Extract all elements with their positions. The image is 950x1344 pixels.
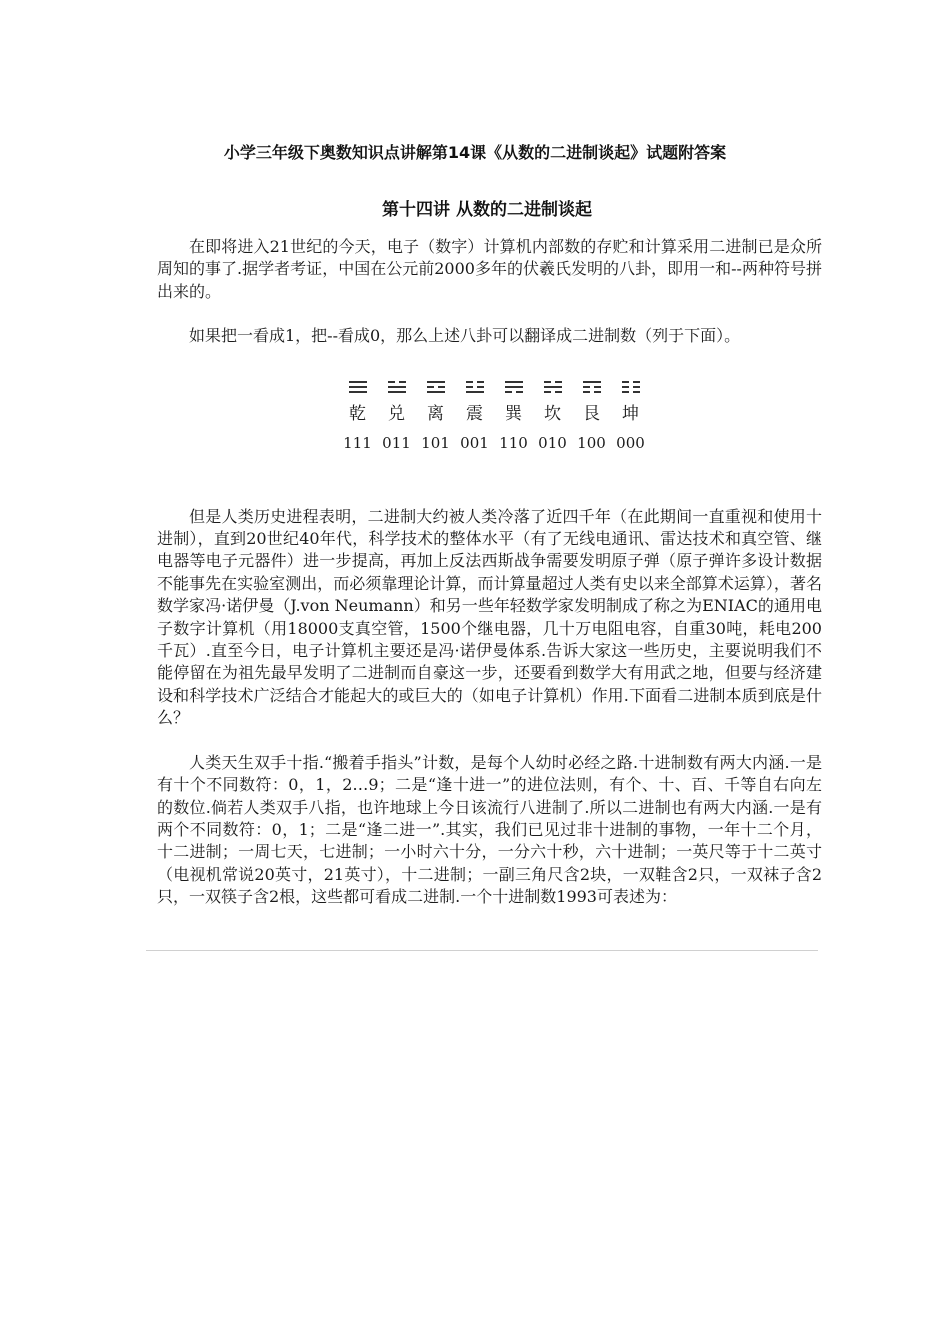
trigram-binary: 101	[421, 434, 450, 453]
trigram-symbol-icon	[583, 378, 601, 396]
trigram-name: 兑	[388, 404, 405, 425]
yin-line	[622, 391, 640, 393]
paragraph-translation: 如果把一看成1，把--看成0，那么上述八卦可以翻译成二进制数（列于下面）。	[189, 326, 741, 346]
trigram-binary: 110	[499, 434, 528, 453]
yin-line	[466, 381, 484, 383]
trigram-name: 离	[427, 404, 444, 425]
trigram-name: 坎	[544, 404, 561, 425]
yin-line	[583, 391, 601, 393]
trigram-symbol-icon	[388, 378, 406, 396]
trigram-name-row	[338, 402, 650, 428]
yin-line	[622, 386, 640, 388]
yin-line	[544, 381, 562, 383]
yang-line	[349, 386, 367, 388]
paragraph-intro: 在即将进入21世纪的今天，电子（数字）计算机内部数的存贮和计算采用二进制已是众所周知的事了.据学者考证，中国在公元前2000多年的伏羲氏发明的八卦，即用一和--两种符号拼出来的。	[157, 237, 822, 301]
trigram-symbol-icon	[466, 378, 484, 396]
trigram-name: 艮	[583, 404, 600, 425]
trigram-symbol-icon	[622, 378, 640, 396]
yang-line	[466, 391, 484, 393]
document-title: 小学三年级下奥数知识点讲解第14课《从数的二进制谈起》试题附答案	[223, 143, 727, 162]
yang-line	[583, 381, 601, 383]
trigram-symbol-row	[338, 372, 650, 402]
yin-line	[622, 381, 640, 383]
bottom-divider	[146, 950, 818, 951]
trigram-binary: 011	[382, 434, 411, 453]
yang-line	[388, 386, 406, 388]
yin-line	[544, 391, 562, 393]
trigram-binary-row	[338, 428, 650, 460]
yang-line	[544, 386, 562, 388]
trigram-name: 震	[466, 404, 483, 425]
yang-line	[349, 391, 367, 393]
trigram-table	[338, 372, 650, 460]
trigram-binary: 100	[577, 434, 606, 453]
yin-line	[388, 381, 406, 383]
trigram-symbol-icon	[544, 378, 562, 396]
yang-line	[505, 381, 523, 383]
trigram-name: 乾	[349, 404, 366, 425]
spacer	[157, 460, 822, 506]
trigram-name: 巽	[505, 404, 522, 425]
trigram-name: 坤	[622, 404, 639, 425]
yin-line	[466, 386, 484, 388]
lecture-title: 第十四讲 从数的二进制谈起	[382, 200, 592, 220]
yin-line	[505, 391, 523, 393]
trigram-binary: 010	[538, 434, 567, 453]
yang-line	[427, 381, 445, 383]
yang-line	[388, 391, 406, 393]
yin-line	[583, 386, 601, 388]
document-body	[157, 236, 822, 909]
yang-line	[349, 381, 367, 383]
yang-line	[505, 386, 523, 388]
trigram-symbol-icon	[505, 378, 523, 396]
paragraph-history: 但是人类历史进程表明，二进制大约被人类冷落了近四千年（在此期间一直重视和使用十进制），直到20世纪40年代，科学技术的整体水平（有了无线电通讯、雷达技术和真空管、继电器等电子元器件）进一步提高，再加上反法西斯战争需要发明原子弹（原子弹许多设计数据不能事先在实验室测出，而必须靠理论计算，而计算量超过人类有史以来全部算术运算），著名数学家冯·诺伊曼（J.von Neumann）和另一些年轻数学家发明制成了称之为ENIAC的通用电子数字计算机（用18000支真空管，1500个继电器，几十万电阻电容，自重30吨，耗电200千瓦）.直至今日，电子计算机主要还是冯·诺伊曼体系.告诉大家这一些历史，主要说明我们不能停留在为祖先最早发明了二进制而自豪这一步，还要看到数学大有用武之地，但要与经济建设和科学技术广泛结合才能起大的或巨大的（如电子计算机）作用.下面看二进制本质到底是什么？	[157, 506, 822, 728]
yang-line	[427, 391, 445, 393]
trigram-binary: 111	[343, 434, 372, 453]
paragraph-binary-essence: 人类天生双手十指.“搬着手指头”计数，是每个人幼时必经之路.十进制数有两大内涵.一是有十个不同数符：0，1，2…9；二是“逢十进一”的进位法则，有个、十、百、千等自右向左的数位.倘若人类双手八指，也许地球上今日该流行八进制了.所以二进制也有两大内涵.一是有两个不同数符：0，1；二是“逢二进一”.其实，我们已见过非十进制的事物，一年十二个月，十二进制；一周七天，七进制；一小时六十分，一分六十秒，六十进制；一英尺等于十二英寸（电视机常说20英寸，21英寸），十二进制；一副三角尺含2块，一双鞋含2只，一双袜子含2只，一双筷子含2根，这些都可看成二进制.一个十进制数1993可表述为：	[157, 752, 822, 907]
trigram-binary: 001	[460, 434, 489, 453]
trigram-symbol-icon	[349, 378, 367, 396]
trigram-binary: 000	[616, 434, 645, 453]
yin-line	[427, 386, 445, 388]
trigram-symbol-icon	[427, 378, 445, 396]
